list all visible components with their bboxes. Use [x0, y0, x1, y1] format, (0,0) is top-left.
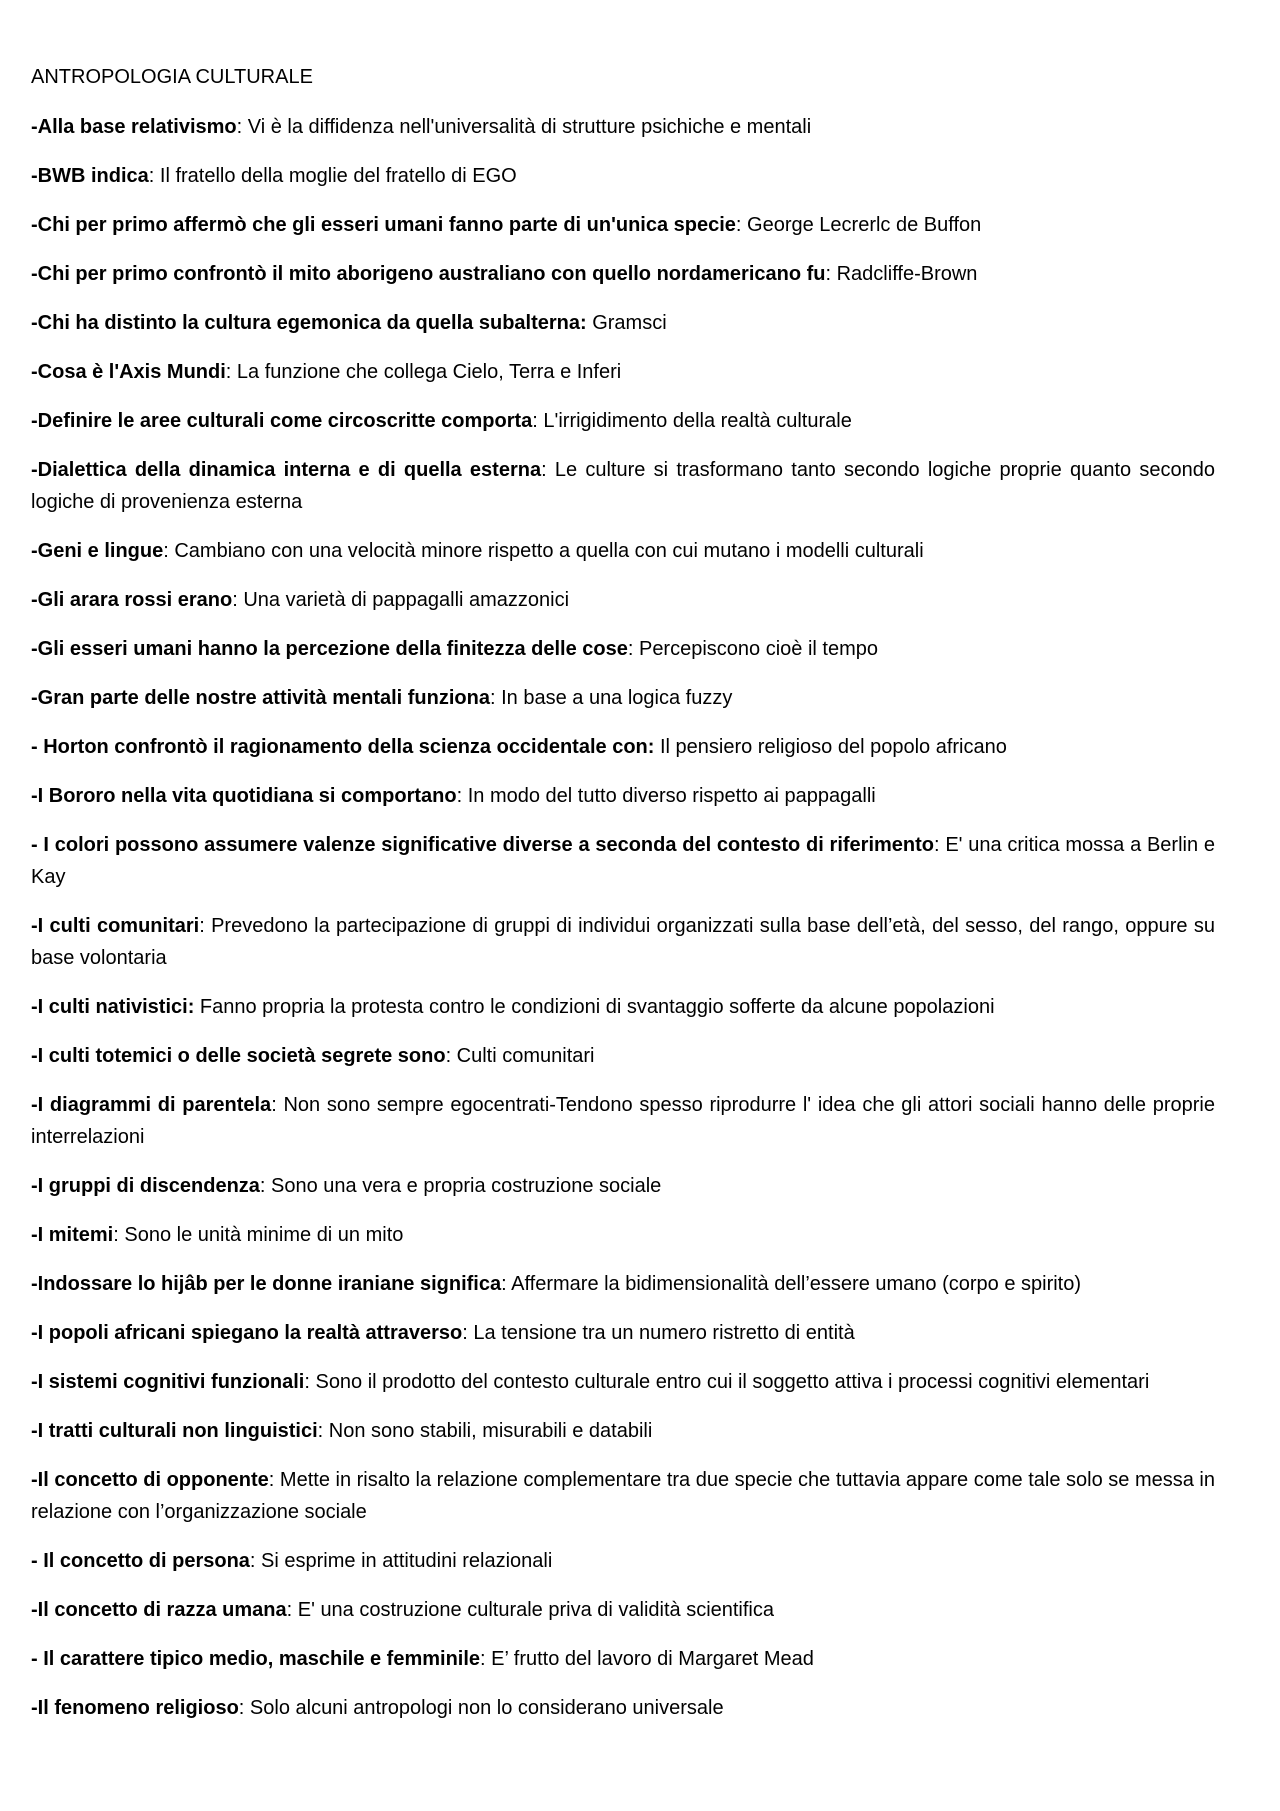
entry-question: -Gli arara rossi erano [31, 589, 233, 611]
entry-question: -I sistemi cognitivi funzionali [31, 1371, 305, 1393]
entry-question: -I mitemi [31, 1224, 114, 1246]
entry-answer: : La funzione che collega Cielo, Terra e Inferi [225, 361, 622, 383]
list-item [31, 731, 1215, 763]
entry-question: -BWB indica [31, 165, 149, 187]
entry-answer: : Culti comunitari [445, 1045, 595, 1067]
entry-question: -I culti totemici o delle società segrete sono [31, 1045, 446, 1067]
list-item [31, 209, 1215, 241]
entry-question: -I culti nativistici: [31, 996, 195, 1018]
entry-answer: : Vi è la diffidenza nell'universalità di strutture psichiche e mentali [236, 116, 812, 138]
entry-answer: : L'irrigidimento della realtà culturale [532, 410, 852, 432]
list-item [31, 1594, 1215, 1626]
list-item [31, 454, 1215, 518]
entry-question: -Chi per primo confrontò il mito aborigeno australiano con quello nordamericano fu [31, 263, 826, 285]
entry-answer: : Una varietà di pappagalli amazzonici [232, 589, 570, 611]
entry-question: -Il concetto di razza umana [31, 1599, 287, 1621]
entry-answer: Il pensiero religioso del popolo africano [654, 736, 1007, 758]
entry-question: -Gran parte delle nostre attività mentali funziona [31, 687, 490, 709]
entry-question: -Dialettica della dinamica interna e di quella esterna [31, 459, 542, 481]
entry-answer: : Non sono sempre egocentrati-Tendono spesso riprodurre l' idea che gli attori sociali hanno delle proprie interrelazioni [31, 1094, 1215, 1148]
entry-question: - Horton confrontò il ragionamento della scienza occidentale con: [31, 736, 655, 758]
list-item [31, 584, 1215, 616]
entry-answer: : La tensione tra un numero ristretto di entità [462, 1322, 855, 1344]
entry-answer: : Il fratello della moglie del fratello di EGO [148, 165, 517, 187]
list-item [31, 682, 1215, 714]
list-item [31, 1545, 1215, 1577]
list-item [31, 1317, 1215, 1349]
entry-question: -Indossare lo hijâb per le donne iraniane significa [31, 1273, 502, 1295]
list-item [31, 780, 1215, 812]
entry-answer: : Percepiscono cioè il tempo [627, 638, 878, 660]
list-item [31, 1268, 1215, 1300]
list-item [31, 1089, 1215, 1153]
entry-question: -Chi ha distinto la cultura egemonica da quella subalterna: [31, 312, 587, 334]
list-item [31, 1040, 1215, 1072]
document-title: ANTROPOLOGIA CULTURALE [31, 66, 313, 88]
entry-answer: : Radcliffe-Brown [825, 263, 978, 285]
entry-answer: : In modo del tutto diverso rispetto ai pappagalli [456, 785, 876, 807]
list-item [31, 991, 1215, 1023]
list-item [31, 1464, 1215, 1528]
entry-question: -Gli esseri umani hanno la percezione della finitezza delle cose [31, 638, 628, 660]
list-item [31, 535, 1215, 567]
entry-answer: : Mette in risalto la relazione complementare tra due specie che tuttavia appare come tale solo se messa in relazione con l’organizzazione sociale [31, 1469, 1216, 1523]
entry-answer: : E' una critica mossa a Berlin e Kay [31, 834, 1215, 888]
entry-question: -I popoli africani spiegano la realtà attraverso [31, 1322, 463, 1344]
entry-answer: : Sono le unità minime di un mito [113, 1224, 404, 1246]
entry-answer: : Non sono stabili, misurabili e databili [317, 1420, 653, 1442]
entry-answer: : Sono il prodotto del contesto culturale entro cui il soggetto attiva i processi cognitivi elementari [304, 1371, 1150, 1393]
entry-answer: : Affermare la bidimensionalità dell’essere umano (corpo e spirito) [501, 1273, 1082, 1295]
entry-list [31, 111, 1215, 1724]
list-item [31, 1366, 1215, 1398]
entry-question: -I culti comunitari [31, 915, 200, 937]
list-item [31, 1415, 1215, 1447]
entry-answer: : Cambiano con una velocità minore rispetto a quella con cui mutano i modelli culturali [163, 540, 924, 562]
entry-question: -I diagrammi di parentela [31, 1094, 272, 1116]
entry-question: -Il concetto di opponente [31, 1469, 269, 1491]
list-item [31, 111, 1215, 143]
entry-question: -Il fenomeno religioso [31, 1697, 239, 1719]
list-item [31, 1643, 1215, 1675]
list-item [31, 910, 1215, 974]
list-item [31, 633, 1215, 665]
entry-answer: : Sono una vera e propria costruzione sociale [259, 1175, 662, 1197]
entry-question: -I gruppi di discendenza [31, 1175, 260, 1197]
entry-answer: : Le culture si trasformano tanto secondo logiche proprie quanto secondo logiche di provenienza esterna [31, 459, 1215, 513]
entry-question: -Definire le aree culturali come circoscritte comporta [31, 410, 533, 432]
entry-answer: : Solo alcuni antropologi non lo considerano universale [238, 1697, 724, 1719]
entry-question: -Cosa è l'Axis Mundi [31, 361, 226, 383]
list-item [31, 1170, 1215, 1202]
entry-answer: : Prevedono la partecipazione di gruppi di individui organizzati sulla base dell’età, del sesso, del rango, oppure su base volontaria [31, 915, 1215, 969]
entry-answer: Gramsci [586, 312, 667, 334]
entry-answer: : George Lecrerlc de Buffon [735, 214, 982, 236]
list-item [31, 1219, 1215, 1251]
entry-answer: : E' una costruzione culturale priva di validità scientifica [286, 1599, 775, 1621]
entry-answer: : In base a una logica fuzzy [489, 687, 733, 709]
entry-question: -Chi per primo affermò che gli esseri umani fanno parte di un'unica specie [31, 214, 736, 236]
entry-answer: : Si esprime in attitudini relazionali [249, 1550, 553, 1572]
list-item [31, 356, 1215, 388]
entry-question: -I Bororo nella vita quotidiana si comportano [31, 785, 457, 807]
entry-answer: Fanno propria la protesta contro le condizioni di svantaggio sofferte da alcune popolazioni [194, 996, 995, 1018]
list-item [31, 829, 1215, 893]
list-item [31, 258, 1215, 290]
entry-question: - Il concetto di persona [31, 1550, 250, 1572]
entry-question: -I tratti culturali non linguistici [31, 1420, 318, 1442]
list-item [31, 1692, 1215, 1724]
list-item [31, 160, 1215, 192]
list-item [31, 307, 1215, 339]
entry-question: - Il carattere tipico medio, maschile e femminile [31, 1648, 481, 1670]
entry-answer: : E’ frutto del lavoro di Margaret Mead [480, 1648, 814, 1670]
entry-question: -Geni e lingue [31, 540, 164, 562]
list-item [31, 405, 1215, 437]
entry-question: - I colori possono assumere valenze significative diverse a seconda del contesto di riferimento [31, 834, 935, 856]
entry-question: -Alla base relativismo [31, 116, 237, 138]
